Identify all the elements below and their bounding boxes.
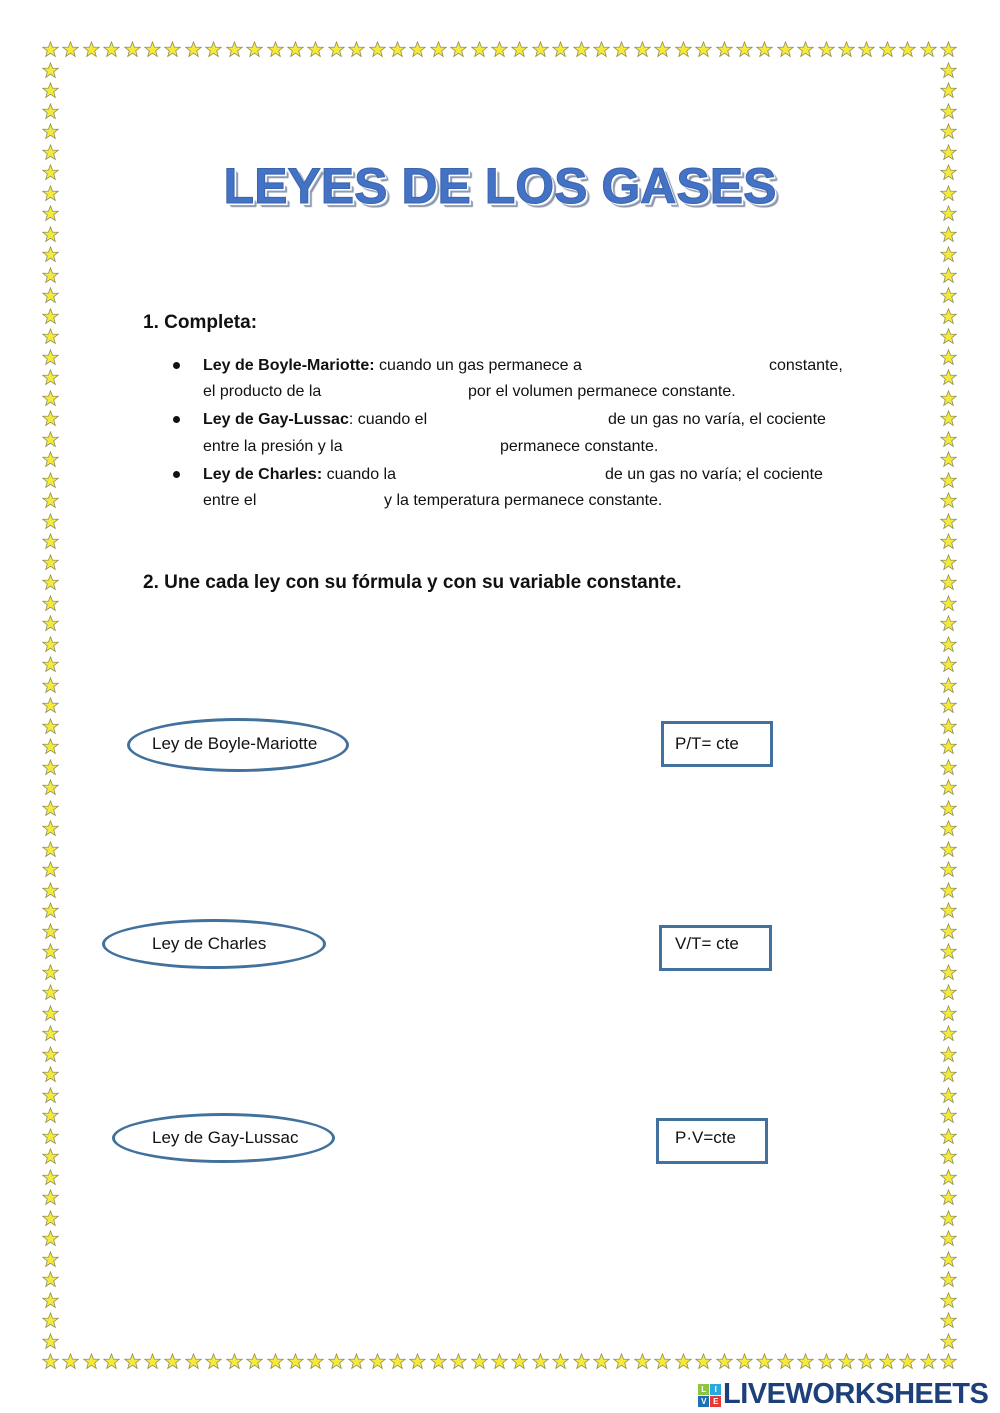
star-icon xyxy=(42,103,59,120)
star-icon xyxy=(287,1353,304,1370)
answer-input-2[interactable] xyxy=(344,381,468,405)
text: cuando un gas permanece a xyxy=(374,357,582,374)
star-icon xyxy=(940,554,957,571)
star-icon xyxy=(838,41,855,58)
star-icon xyxy=(879,1353,896,1370)
star-icon xyxy=(552,41,569,58)
star-icon xyxy=(940,123,957,140)
star-icon xyxy=(491,1353,508,1370)
star-icon xyxy=(940,492,957,509)
star-icon xyxy=(389,41,406,58)
star-icon xyxy=(430,41,447,58)
star-icon xyxy=(716,41,733,58)
star-icon xyxy=(83,1353,100,1370)
star-icon xyxy=(409,41,426,58)
star-icon xyxy=(756,41,773,58)
star-icon xyxy=(940,759,957,776)
star-icon xyxy=(42,1312,59,1329)
star-icon xyxy=(42,472,59,489)
law-label: Ley de Gay-Lussac xyxy=(152,1128,299,1147)
star-icon xyxy=(83,41,100,58)
star-icon xyxy=(940,513,957,530)
text: : cuando el xyxy=(348,411,428,428)
star-icon xyxy=(634,41,651,58)
star-icon xyxy=(42,554,59,571)
star-icon xyxy=(246,1353,263,1370)
star-icon xyxy=(103,41,120,58)
star-icon xyxy=(124,41,141,58)
star-icon xyxy=(940,431,957,448)
star-icon xyxy=(736,1353,753,1370)
star-icon xyxy=(613,41,630,58)
star-icon xyxy=(42,574,59,591)
star-icon xyxy=(42,820,59,837)
page-title: LEYES DE LOS GASES xyxy=(223,158,777,214)
section-1-heading: 1. Completa: xyxy=(143,312,258,333)
star-icon xyxy=(42,1230,59,1247)
star-icon xyxy=(858,41,875,58)
star-icon xyxy=(940,656,957,673)
text: permanece constante. xyxy=(500,438,659,455)
star-icon xyxy=(940,923,957,940)
star-icon xyxy=(573,41,590,58)
star-icon xyxy=(777,41,794,58)
star-icon xyxy=(307,41,324,58)
badge-letter: V xyxy=(698,1396,709,1407)
star-icon xyxy=(226,1353,243,1370)
star-icon xyxy=(695,1353,712,1370)
star-icon xyxy=(777,1353,794,1370)
star-icon xyxy=(573,1353,590,1370)
star-icon xyxy=(42,451,59,468)
star-icon xyxy=(42,226,59,243)
star-icon xyxy=(450,41,467,58)
star-icon xyxy=(124,1353,141,1370)
star-icon xyxy=(654,41,671,58)
star-icon xyxy=(940,677,957,694)
star-icon xyxy=(511,41,528,58)
badge-letter: I xyxy=(710,1384,721,1395)
star-icon xyxy=(940,1005,957,1022)
star-icon xyxy=(940,1292,957,1309)
bullet xyxy=(173,416,180,423)
formula-label: P·V=cte xyxy=(675,1128,736,1147)
text: por el volumen permanece constante. xyxy=(468,383,736,400)
star-icon xyxy=(42,902,59,919)
star-icon xyxy=(144,1353,161,1370)
star-icon xyxy=(42,1292,59,1309)
star-icon xyxy=(818,1353,835,1370)
star-icon xyxy=(940,984,957,1001)
law-name: Ley de Charles: xyxy=(203,466,323,483)
star-icon xyxy=(940,1271,957,1288)
star-icon xyxy=(42,62,59,79)
star-icon xyxy=(716,1353,733,1370)
star-icon xyxy=(42,1066,59,1083)
star-icon xyxy=(940,1312,957,1329)
star-icon xyxy=(103,1353,120,1370)
star-icon xyxy=(899,1353,916,1370)
star-icon xyxy=(940,1148,957,1165)
star-icon xyxy=(940,287,957,304)
star-icon xyxy=(307,1353,324,1370)
law-label: Ley de Boyle-Mariotte xyxy=(152,734,318,753)
star-icon xyxy=(42,1333,59,1350)
text: el producto de la xyxy=(203,383,322,400)
star-icon xyxy=(42,308,59,325)
star-icon xyxy=(940,943,957,960)
star-icon xyxy=(42,369,59,386)
liveworksheets-logo xyxy=(698,1378,988,1411)
star-icon xyxy=(940,41,957,58)
star-icon xyxy=(42,1271,59,1288)
star-icon xyxy=(940,636,957,653)
star-icon xyxy=(42,615,59,632)
star-icon xyxy=(940,1333,957,1350)
star-icon xyxy=(879,41,896,58)
star-icon xyxy=(532,41,549,58)
star-icon xyxy=(348,41,365,58)
star-icon xyxy=(42,1107,59,1124)
badge-letter: E xyxy=(710,1396,721,1407)
star-icon xyxy=(756,1353,773,1370)
star-icon xyxy=(940,861,957,878)
star-icon xyxy=(920,1353,937,1370)
answer-input-4[interactable] xyxy=(368,436,500,460)
star-icon xyxy=(797,41,814,58)
star-icon xyxy=(42,533,59,550)
star-icon xyxy=(42,882,59,899)
star-icon xyxy=(940,103,957,120)
answer-input-6[interactable] xyxy=(270,490,384,514)
star-icon xyxy=(62,41,79,58)
law-label: Ley de Charles xyxy=(152,934,267,953)
star-icon xyxy=(348,1353,365,1370)
star-icon xyxy=(675,41,692,58)
text: de un gas no varía, el cociente xyxy=(608,411,826,428)
star-icon xyxy=(593,1353,610,1370)
star-icon xyxy=(42,697,59,714)
star-icon xyxy=(940,1353,957,1370)
section-2-heading: 2. Une cada ley con su fórmula y con su variable constante. xyxy=(143,572,682,593)
star-icon xyxy=(42,984,59,1001)
star-icon xyxy=(42,636,59,653)
text: constante, xyxy=(769,357,843,374)
star-icon xyxy=(62,1353,79,1370)
star-icon xyxy=(42,800,59,817)
text: de un gas no varía; el cociente xyxy=(605,466,823,483)
star-icon xyxy=(471,1353,488,1370)
star-icon xyxy=(797,1353,814,1370)
bullet xyxy=(173,471,180,478)
star-icon xyxy=(42,1046,59,1063)
star-icon xyxy=(940,779,957,796)
star-icon xyxy=(42,1189,59,1206)
star-icon xyxy=(164,1353,181,1370)
star-icon xyxy=(940,472,957,489)
star-icon xyxy=(328,41,345,58)
star-icon xyxy=(940,267,957,284)
star-icon xyxy=(940,738,957,755)
star-icon xyxy=(940,574,957,591)
star-icon xyxy=(287,41,304,58)
star-icon xyxy=(940,882,957,899)
star-icon xyxy=(42,759,59,776)
star-icon xyxy=(42,1169,59,1186)
star-icon xyxy=(42,964,59,981)
star-icon xyxy=(42,246,59,263)
star-icon xyxy=(42,1148,59,1165)
star-icon xyxy=(42,328,59,345)
star-icon xyxy=(42,1353,59,1370)
star-icon xyxy=(838,1353,855,1370)
star-icon xyxy=(42,41,59,58)
star-icon xyxy=(42,513,59,530)
star-icon xyxy=(450,1353,467,1370)
star-icon xyxy=(246,41,263,58)
star-icon xyxy=(42,82,59,99)
bullet xyxy=(173,362,180,369)
star-icon xyxy=(42,923,59,940)
star-icon xyxy=(940,390,957,407)
badge-letter: L xyxy=(698,1384,709,1395)
star-icon xyxy=(42,287,59,304)
star-icon xyxy=(940,964,957,981)
star-icon xyxy=(940,62,957,79)
star-icon xyxy=(185,1353,202,1370)
star-icon xyxy=(940,1230,957,1247)
star-icon xyxy=(42,267,59,284)
star-icon xyxy=(940,1210,957,1227)
star-icon xyxy=(42,738,59,755)
formula-label: V/T= cte xyxy=(675,934,739,953)
star-icon xyxy=(42,779,59,796)
text: y la temperatura permanece constante. xyxy=(384,492,663,509)
star-icon xyxy=(205,41,222,58)
item-3-line-1 xyxy=(203,466,396,484)
star-icon xyxy=(695,41,712,58)
star-icon xyxy=(940,369,957,386)
star-icon xyxy=(940,595,957,612)
star-icon xyxy=(42,718,59,735)
live-badge-icon xyxy=(698,1384,721,1407)
star-icon xyxy=(940,1169,957,1186)
star-icon xyxy=(940,1251,957,1268)
star-icon xyxy=(634,1353,651,1370)
star-icon xyxy=(267,1353,284,1370)
star-icon xyxy=(42,1251,59,1268)
formula-label: P/T= cte xyxy=(675,734,739,753)
star-icon xyxy=(940,451,957,468)
star-icon xyxy=(42,410,59,427)
star-icon xyxy=(940,718,957,735)
star-icon xyxy=(940,1025,957,1042)
star-icon xyxy=(42,943,59,960)
star-icon xyxy=(736,41,753,58)
star-icon xyxy=(940,1046,957,1063)
star-icon xyxy=(940,533,957,550)
star-icon xyxy=(940,1107,957,1124)
star-icon xyxy=(940,1189,957,1206)
star-icon xyxy=(42,1210,59,1227)
star-icon xyxy=(226,41,243,58)
star-icon xyxy=(511,1353,528,1370)
star-icon xyxy=(940,1087,957,1104)
star-icon xyxy=(940,308,957,325)
law-name: Ley de Gay-Lussac xyxy=(203,411,349,428)
star-icon xyxy=(42,1005,59,1022)
answer-input-3[interactable] xyxy=(452,409,606,433)
star-icon xyxy=(940,246,957,263)
answer-input-5[interactable] xyxy=(418,464,604,488)
text: entre el xyxy=(203,492,257,509)
star-icon xyxy=(552,1353,569,1370)
star-icon xyxy=(42,390,59,407)
star-icon xyxy=(940,615,957,632)
star-icon xyxy=(593,41,610,58)
item-2-line-1 xyxy=(203,411,427,429)
star-icon xyxy=(389,1353,406,1370)
star-icon xyxy=(471,41,488,58)
star-icon xyxy=(42,123,59,140)
star-icon xyxy=(940,328,957,345)
star-icon xyxy=(42,1025,59,1042)
star-icon xyxy=(940,82,957,99)
star-icon xyxy=(940,841,957,858)
star-icon xyxy=(940,349,957,366)
star-icon xyxy=(409,1353,426,1370)
star-icon xyxy=(42,595,59,612)
star-icon xyxy=(675,1353,692,1370)
star-icon xyxy=(369,1353,386,1370)
star-icon xyxy=(940,1066,957,1083)
star-icon xyxy=(940,902,957,919)
law-name: Ley de Boyle-Mariotte: xyxy=(203,357,375,374)
star-icon xyxy=(42,349,59,366)
star-icon xyxy=(940,800,957,817)
star-icon xyxy=(42,1128,59,1145)
answer-input-1[interactable] xyxy=(632,355,768,379)
star-icon xyxy=(328,1353,345,1370)
star-icon xyxy=(430,1353,447,1370)
star-icon xyxy=(144,41,161,58)
item-1-line-1 xyxy=(203,357,582,375)
text: entre la presión y la xyxy=(203,438,343,455)
star-icon xyxy=(42,1087,59,1104)
star-icon xyxy=(532,1353,549,1370)
star-icon xyxy=(940,410,957,427)
star-icon xyxy=(369,41,386,58)
star-icon xyxy=(42,861,59,878)
star-icon xyxy=(205,1353,222,1370)
star-icon xyxy=(940,697,957,714)
star-icon xyxy=(899,41,916,58)
star-icon xyxy=(940,1128,957,1145)
star-icon xyxy=(818,41,835,58)
star-icon xyxy=(267,41,284,58)
logo-text: LIVEWORKSHEETS xyxy=(723,1378,989,1410)
star-icon xyxy=(491,41,508,58)
star-icon xyxy=(940,226,957,243)
star-icon xyxy=(42,431,59,448)
star-icon xyxy=(185,41,202,58)
star-icon xyxy=(613,1353,630,1370)
text: cuando la xyxy=(322,466,396,483)
star-icon xyxy=(42,841,59,858)
star-icon xyxy=(164,41,181,58)
star-icon xyxy=(654,1353,671,1370)
star-icon xyxy=(940,820,957,837)
star-icon xyxy=(920,41,937,58)
star-icon xyxy=(42,492,59,509)
star-icon xyxy=(858,1353,875,1370)
star-icon xyxy=(42,677,59,694)
star-icon xyxy=(42,656,59,673)
